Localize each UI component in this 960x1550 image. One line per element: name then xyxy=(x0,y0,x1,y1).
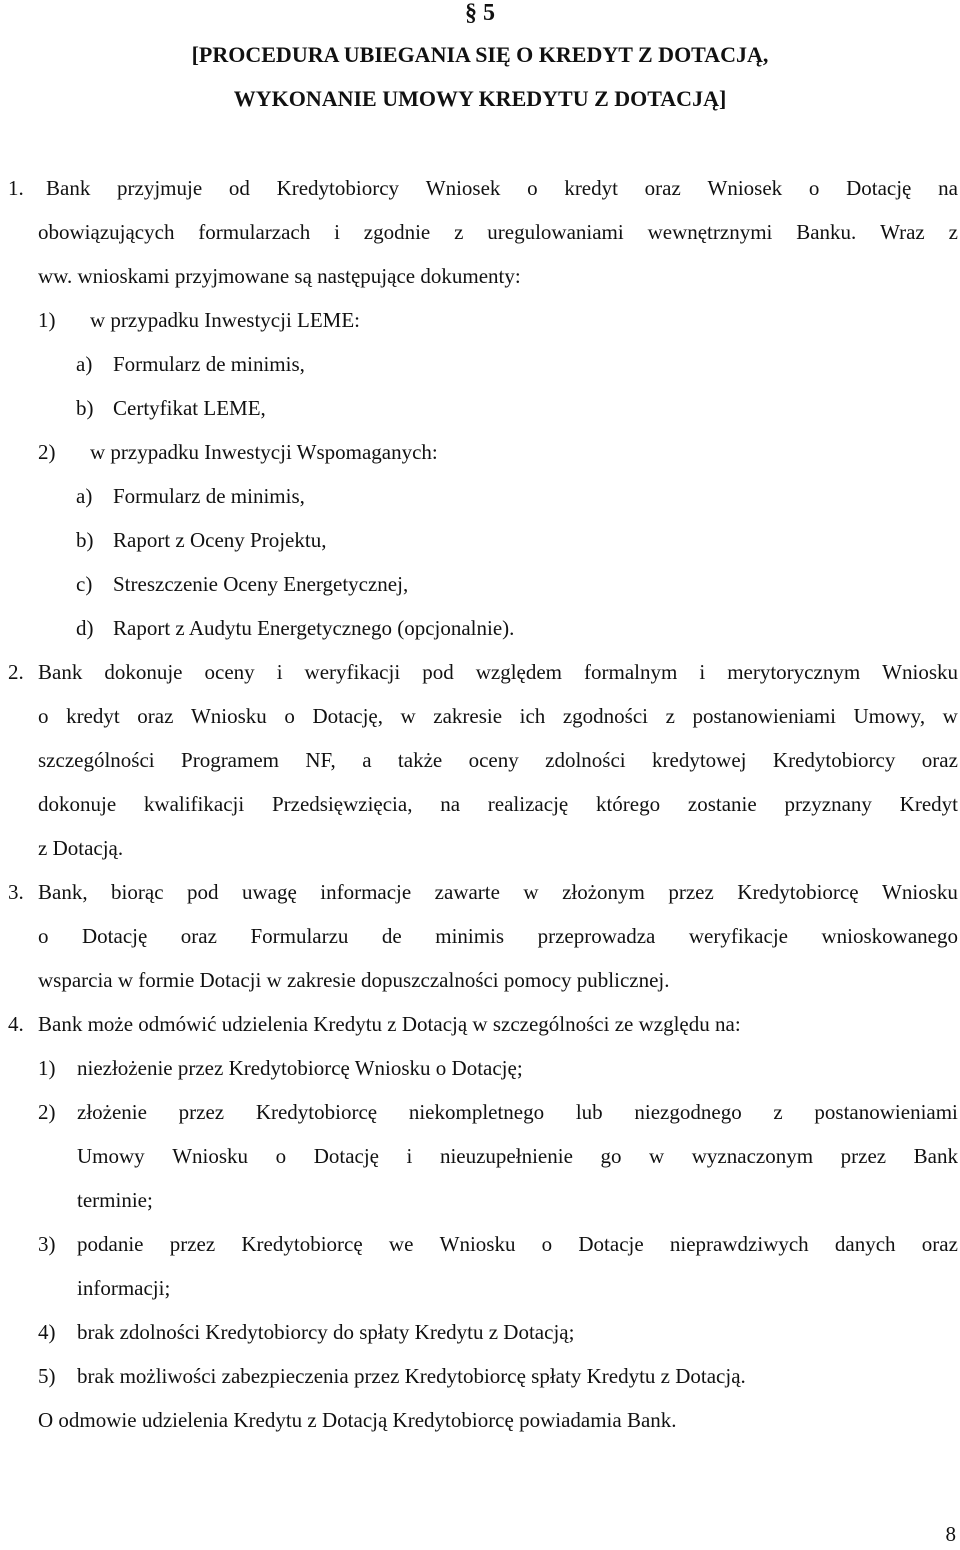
list-item: Umowy Wniosku o Dotację i nieuzupełnienie go w wyznaczonym przez Bank xyxy=(77,1144,958,1168)
list-label: 4) xyxy=(38,1320,56,1344)
list-label: c) xyxy=(76,572,93,596)
page-number: 8 xyxy=(945,1522,956,1546)
paragraph-3-line: Bank, biorąc pod uwagę informacje zawarte w złożonym przez Kredytobiorcę Wniosku xyxy=(38,880,958,904)
list-item: podanie przez Kredytobiorcę we Wniosku o Dotacje nieprawdziwych danych oraz xyxy=(77,1232,958,1256)
paragraph-3-line: o Dotację oraz Formularzu de minimis przeprowadza weryfikacje wnioskowanego xyxy=(38,924,958,948)
closing-sentence: O odmowie udzielenia Kredytu z Dotacją Kredytobiorcę powiadamia Bank. xyxy=(38,1408,677,1432)
list-label: a) xyxy=(76,484,93,508)
paragraph-1-line: ww. wnioskami przyjmowane są następujące dokumenty: xyxy=(38,264,521,288)
paragraph-2-line: z Dotacją. xyxy=(38,836,124,860)
paragraph-3-number: 3. xyxy=(8,880,24,904)
paragraph-2-line: szczególności Programem NF, a także oceny zdolności kredytowej Kredytobiorcy oraz xyxy=(38,748,958,772)
list-item: Formularz de minimis, xyxy=(113,484,305,508)
section-title-line1: [PROCEDURA UBIEGANIA SIĘ O KREDYT Z DOTACJĄ, xyxy=(191,42,769,67)
paragraph-4-number: 4. xyxy=(8,1012,24,1036)
paragraph-2-number: 2. xyxy=(8,660,24,684)
list-item: Certyfikat LEME, xyxy=(113,396,266,420)
list-item: niezłożenie przez Kredytobiorcę Wniosku o Dotację; xyxy=(77,1056,523,1080)
list-label: 1) xyxy=(38,1056,56,1080)
paragraph-4-line: Bank może odmówić udzielenia Kredytu z Dotacją w szczególności ze względu na: xyxy=(38,1012,741,1036)
list-label: b) xyxy=(76,396,94,420)
paragraph-3-line: wsparcia w formie Dotacji w zakresie dopuszczalności pomocy publicznej. xyxy=(38,968,670,992)
list-label: 1) xyxy=(38,308,56,332)
list-item: brak możliwości zabezpieczenia przez Kredytobiorcę spłaty Kredytu z Dotacją. xyxy=(77,1364,746,1388)
paragraph-1-line: Bank przyjmuje od Kredytobiorcy Wniosek o kredyt oraz Wniosek o Dotację na xyxy=(46,176,958,200)
list-label: 5) xyxy=(38,1364,56,1388)
paragraph-2-line: dokonuje kwalifikacji Przedsięwzięcia, na realizację którego zostanie przyznany Kredyt xyxy=(38,792,958,816)
paragraph-2-line: Bank dokonuje oceny i weryfikacji pod względem formalnym i merytorycznym Wniosku xyxy=(38,660,958,684)
list-label: 2) xyxy=(38,1100,56,1124)
list-label: 3) xyxy=(38,1232,56,1256)
list-label: 2) xyxy=(38,440,56,464)
list-item: brak zdolności Kredytobiorcy do spłaty Kredytu z Dotacją; xyxy=(77,1320,575,1344)
paragraph-1-line: obowiązujących formularzach i zgodnie z uregulowaniami wewnętrznymi Banku. Wraz z xyxy=(38,220,958,244)
list-item: Formularz de minimis, xyxy=(113,352,305,376)
list-item: w przypadku Inwestycji Wspomaganych: xyxy=(90,440,438,464)
list-item: informacji; xyxy=(77,1276,171,1300)
list-label: d) xyxy=(76,616,94,640)
list-label: a) xyxy=(76,352,93,376)
section-title-line2: WYKONANIE UMOWY KREDYTU Z DOTACJĄ] xyxy=(233,86,727,111)
list-label: b) xyxy=(76,528,94,552)
paragraph-2-line: o kredyt oraz Wniosku o Dotację, w zakresie ich zgodności z postanowieniami Umowy, w xyxy=(38,704,958,728)
list-item: złożenie przez Kredytobiorcę niekompletnego lub niezgodnego z postanowieniami xyxy=(77,1100,958,1124)
list-item: w przypadku Inwestycji LEME: xyxy=(90,308,361,332)
list-item: Raport z Oceny Projektu, xyxy=(113,528,327,552)
list-item: Raport z Audytu Energetycznego (opcjonalnie). xyxy=(113,616,515,640)
paragraph-1-number: 1. xyxy=(8,176,24,200)
section-number: § 5 xyxy=(465,0,495,26)
list-item: Streszczenie Oceny Energetycznej, xyxy=(113,572,409,596)
list-item: terminie; xyxy=(77,1188,153,1212)
